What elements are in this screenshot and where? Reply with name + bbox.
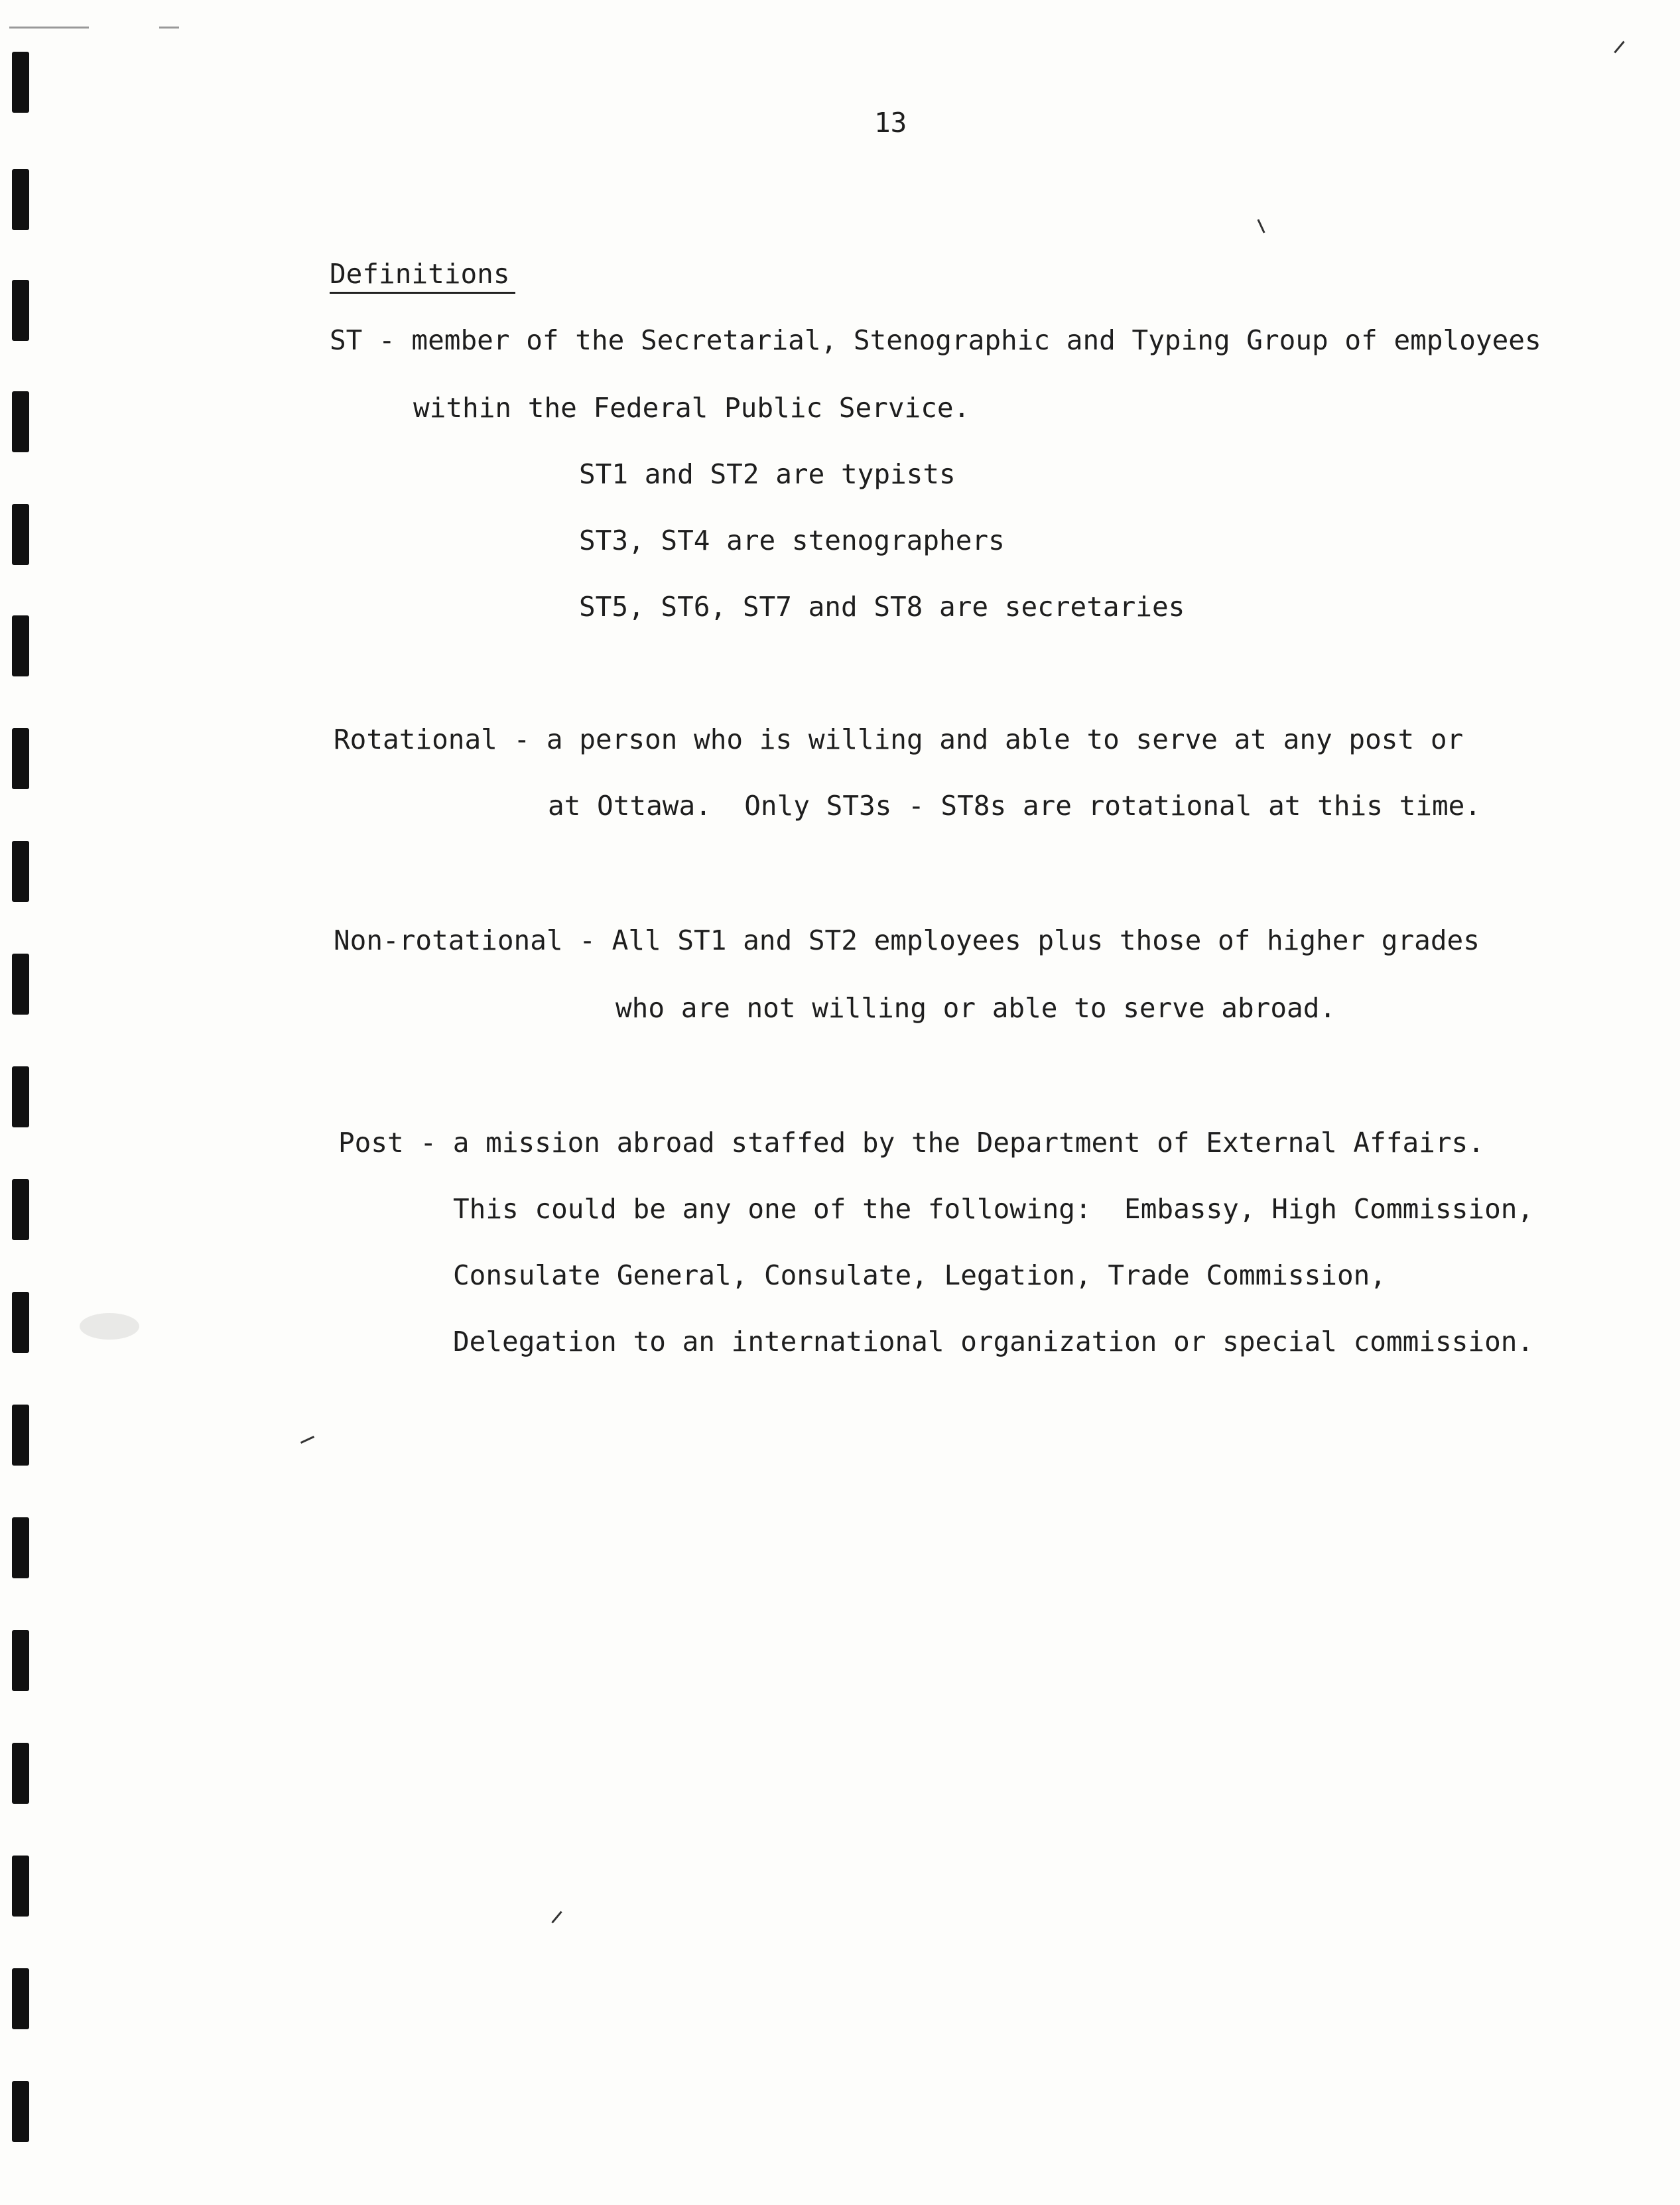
definition-rotational-line1: Rotational - a person who is willing and able to serve at any post or bbox=[334, 724, 1464, 755]
definition-post-line3: Consulate General, Consulate, Legation, Trade Commission, bbox=[453, 1259, 1386, 1291]
definition-non-rotational-line2: who are not willing or able to serve abroad. bbox=[615, 992, 1336, 1024]
scan-speck bbox=[159, 27, 179, 29]
punch-hole bbox=[12, 504, 29, 565]
punch-hole bbox=[12, 1066, 29, 1127]
scan-mark bbox=[551, 1911, 562, 1924]
page-number: 13 bbox=[874, 107, 907, 139]
scan-speck bbox=[9, 27, 89, 29]
punch-hole bbox=[12, 169, 29, 230]
punch-hole bbox=[12, 1743, 29, 1804]
punch-hole bbox=[12, 615, 29, 676]
punch-hole bbox=[12, 728, 29, 789]
punch-hole bbox=[12, 280, 29, 341]
punch-hole bbox=[12, 1630, 29, 1691]
definition-st-sub2: ST3, ST4 are stenographers bbox=[579, 525, 1005, 556]
scan-mark bbox=[300, 1436, 314, 1444]
punch-hole bbox=[12, 1517, 29, 1578]
section-heading: Definitions bbox=[330, 258, 510, 290]
scan-speck bbox=[80, 1313, 139, 1340]
definition-post-line1: Post - a mission abroad staffed by the Department of External Affairs. bbox=[338, 1127, 1484, 1159]
punch-hole bbox=[12, 841, 29, 902]
definition-post-line2: This could be any one of the following: Embassy, High Commission, bbox=[453, 1193, 1534, 1225]
definition-st-sub3: ST5, ST6, ST7 and ST8 are secretaries bbox=[579, 591, 1185, 623]
punch-hole bbox=[12, 1856, 29, 1917]
definition-st-line1: ST - member of the Secretarial, Stenographic and Typing Group of employees bbox=[330, 324, 1541, 356]
definition-non-rotational-line1: Non-rotational - All ST1 and ST2 employees plus those of higher grades bbox=[334, 924, 1480, 956]
definition-post-line4: Delegation to an international organization or special commission. bbox=[453, 1326, 1534, 1357]
punch-hole bbox=[12, 1968, 29, 2029]
punch-hole bbox=[12, 52, 29, 113]
definition-rotational-line2: at Ottawa. Only ST3s - ST8s are rotational at this time. bbox=[548, 790, 1481, 822]
scan-mark bbox=[1614, 41, 1624, 54]
definition-st-sub1: ST1 and ST2 are typists bbox=[579, 458, 956, 490]
heading-underline bbox=[330, 292, 515, 294]
punch-hole bbox=[12, 1405, 29, 1466]
punch-hole bbox=[12, 391, 29, 452]
scan-mark bbox=[1257, 219, 1265, 233]
definition-st-line2: within the Federal Public Service. bbox=[413, 392, 970, 424]
punch-hole bbox=[12, 2081, 29, 2142]
punch-hole bbox=[12, 1292, 29, 1353]
punch-hole bbox=[12, 954, 29, 1015]
punch-hole bbox=[12, 1179, 29, 1240]
